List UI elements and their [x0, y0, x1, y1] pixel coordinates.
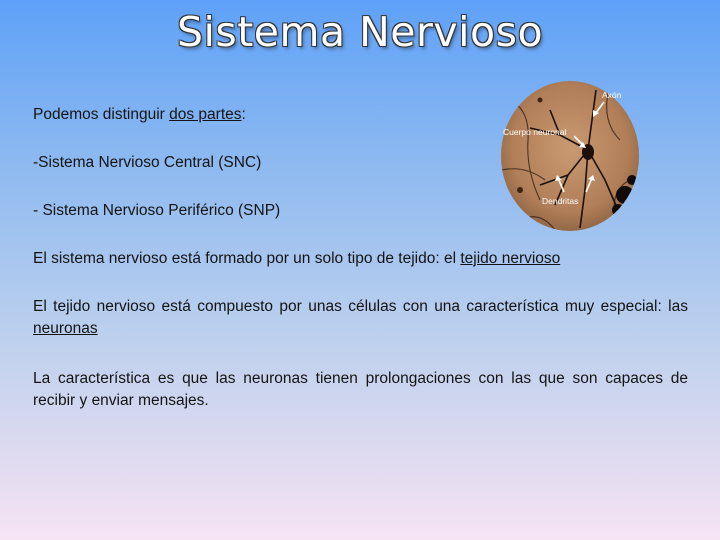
paragraph-neuronas: El tejido nervioso está compuesto por unas células con una característica muy especial: las neuronas — [33, 298, 688, 337]
slide-title: Sistema Nervioso — [176, 8, 544, 56]
paragraph-snp: - Sistema Nervioso Periférico (SNP) — [33, 202, 281, 219]
paragraph-tejido: El sistema nervioso está formado por un solo tipo de tejido: el tejido nervioso — [33, 250, 561, 267]
paragraph-intro: Podemos distinguir dos partes: — [33, 106, 246, 123]
neuron-image — [500, 80, 640, 232]
link-tejido-nervioso[interactable]: tejido nervioso — [460, 250, 561, 267]
label-cell-body: Cuerpo neuronal — [503, 127, 567, 137]
link-dos-partes[interactable]: dos partes — [169, 106, 242, 123]
label-axon: Axón — [602, 90, 622, 100]
paragraph-caracteristica: La característica es que las neuronas tienen prolongaciones con las que son capaces de recibir y enviar mensajes. — [33, 370, 688, 409]
paragraph-snc: -Sistema Nervioso Central (SNC) — [33, 154, 262, 171]
link-neuronas[interactable]: neuronas — [33, 320, 98, 337]
label-dendrites: Dendritas — [542, 196, 579, 206]
